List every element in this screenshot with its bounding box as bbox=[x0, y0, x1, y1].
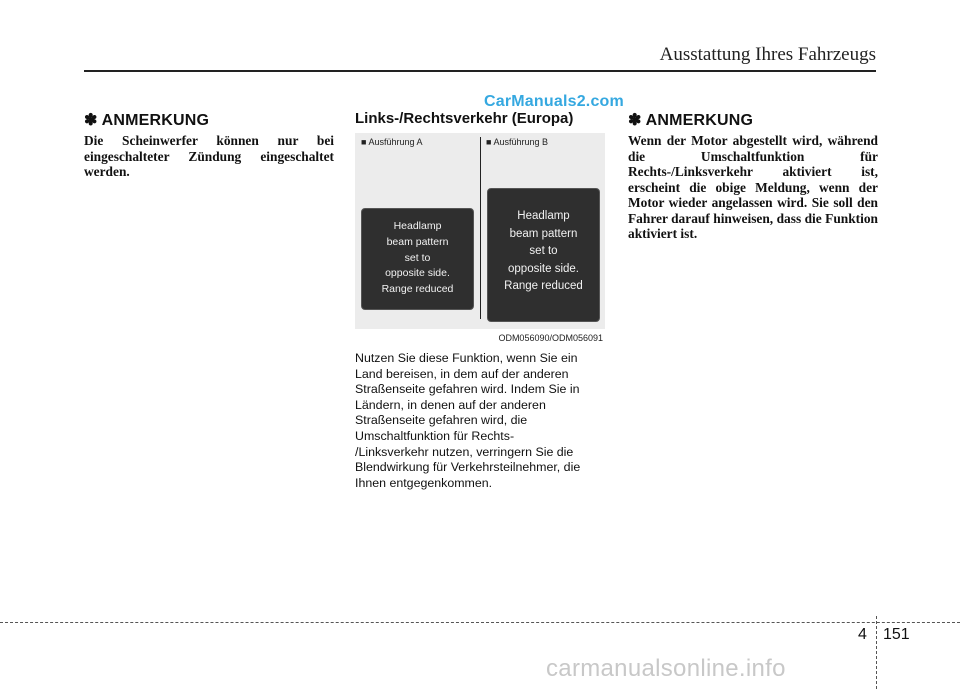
body-line: Umschaltfunktion für Rechts- bbox=[355, 428, 515, 443]
note-asterisk-icon: ✽ bbox=[628, 112, 642, 129]
panel-a-line: Range reduced bbox=[381, 283, 454, 296]
panel-b-line: Headlamp bbox=[517, 210, 570, 222]
figure-divider bbox=[480, 137, 481, 319]
right-note-heading-text: ANMERKUNG bbox=[645, 112, 754, 129]
body-line: Blendwirkung für Verkehrsteilnehmer, die bbox=[355, 460, 581, 475]
figure-label-b: ■ Ausführung B bbox=[486, 137, 548, 147]
body-line: Land bereisen, in dem auf der anderen bbox=[355, 366, 569, 381]
middle-column bbox=[355, 110, 605, 491]
cluster-panel-a bbox=[361, 208, 474, 310]
body-line: Straßenseite gefahren wird. Indem Sie in bbox=[355, 382, 580, 397]
section-body bbox=[355, 351, 605, 491]
panel-a-line: opposite side. bbox=[385, 267, 450, 280]
watermark-link[interactable]: CarManuals2.com bbox=[484, 93, 624, 110]
note-asterisk-icon: ✽ bbox=[84, 112, 98, 129]
cluster-panel-b bbox=[487, 188, 600, 322]
body-line: Straßenseite gefahren wird, die bbox=[355, 413, 528, 428]
page-number: 151 bbox=[883, 626, 910, 643]
right-note-heading bbox=[628, 110, 878, 130]
body-line: Nutzen Sie diese Funktion, wenn Sie ein bbox=[355, 351, 578, 365]
body-line: /Linksverkehr nutzen, verringern Sie die bbox=[355, 444, 574, 459]
footer-rule bbox=[0, 622, 960, 623]
header-rule bbox=[84, 70, 876, 72]
section-heading: Links-/Rechtsverkehr (Europa) bbox=[355, 110, 574, 127]
left-column bbox=[84, 110, 334, 180]
figure-label-a: ■ Ausführung A bbox=[361, 137, 423, 147]
chapter-number: 4 bbox=[858, 626, 867, 643]
body-line: Ihnen entgegenkommen. bbox=[355, 475, 493, 490]
panel-a-line: Headlamp bbox=[393, 220, 442, 232]
cluster-message-figure bbox=[355, 133, 605, 343]
body-line: Ländern, in denen auf der anderen bbox=[355, 397, 546, 412]
panel-b-line: beam pattern bbox=[509, 227, 578, 240]
panel-b-line: Range reduced bbox=[504, 280, 583, 292]
right-note-text: Wenn der Motor abgestellt wird, während die Umschaltfunktion für Rechts-/Linksverkehr aktiviert ist, erscheint die obige Meldung, wenn der Motor wieder angelassen wird. Sie soll den Fahrer darauf hinweisen, dass die Funktion aktiviert ist. bbox=[628, 133, 878, 241]
panel-a-line: set to bbox=[404, 251, 431, 264]
left-note-heading bbox=[84, 110, 334, 130]
panel-a-line: beam pattern bbox=[386, 235, 449, 248]
left-note-text: Die Scheinwerfer können nur bei eingeschalteter Zündung eingeschaltet werden. bbox=[84, 133, 334, 179]
page-header-title: Ausstattung Ihres Fahrzeugs bbox=[659, 44, 876, 65]
footer-watermark: carmanualsonline.info bbox=[546, 655, 786, 682]
left-note-heading-text: ANMERKUNG bbox=[101, 112, 210, 129]
panel-b-line: set to bbox=[529, 245, 558, 257]
figure-code: ODM056090/ODM056091 bbox=[498, 333, 603, 343]
right-column bbox=[628, 110, 878, 242]
panel-b-line: opposite side. bbox=[508, 262, 579, 275]
page-number-separator bbox=[876, 616, 877, 689]
